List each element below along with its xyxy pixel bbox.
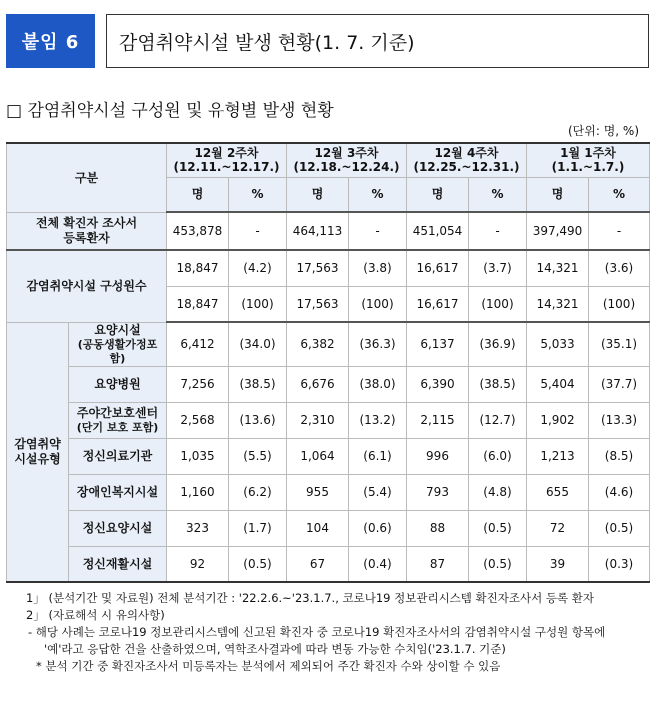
cell: 397,490 [527, 212, 589, 250]
cell: (1.7) [229, 510, 287, 546]
cell: 17,563 [287, 286, 349, 322]
cell: 996 [407, 438, 469, 474]
unit-label: (단위: 명, %) [567, 124, 639, 138]
week-header: 12월 2주차 (12.11.~12.17.) [167, 143, 287, 177]
cell: (36.9) [469, 322, 527, 366]
cell: 2,115 [407, 402, 469, 438]
week-header: 1월 1주차 (1.1.~1.7.) [527, 143, 650, 177]
count-header: 명 [167, 177, 229, 212]
count-header: 명 [407, 177, 469, 212]
cell: 18,847 [167, 286, 229, 322]
cell: (35.1) [589, 322, 650, 366]
document-title: 감염취약시설 발생 현황(1. 7. 기준) [106, 14, 649, 68]
table-row-type [7, 366, 650, 402]
cell: 6,412 [167, 322, 229, 366]
cell: 16,617 [407, 250, 469, 286]
cell: (6.0) [469, 438, 527, 474]
cell: 793 [407, 474, 469, 510]
table-row-members [7, 250, 650, 286]
cell: - [469, 212, 527, 250]
cell: (0.5) [229, 546, 287, 582]
cell: 1,213 [527, 438, 589, 474]
cell: 655 [527, 474, 589, 510]
footnote-detail: * 분석 기간 중 확진자조사서 미등록자는 분석에서 제외되어 주간 확진자 수와 상이할 수 있음 [36, 659, 501, 673]
type-label: 주야간보호센터 (단기 보호 포함) [69, 402, 167, 438]
cell: (0.4) [349, 546, 407, 582]
cell: (0.5) [589, 510, 650, 546]
cell: 1,902 [527, 402, 589, 438]
cell: 72 [527, 510, 589, 546]
cell: 92 [167, 546, 229, 582]
type-label: 요양시설 (공동생활가정포함) [69, 322, 167, 366]
cell: (38.5) [229, 366, 287, 402]
cell: 104 [287, 510, 349, 546]
type-label: 정신재활시설 [69, 546, 167, 582]
cell: - [349, 212, 407, 250]
cell: (100) [589, 286, 650, 322]
footnote-detail: '예'라고 응답한 건을 산출하였으며, 역학조사결과에 따라 변동 가능한 수치임('23.1.7. 기준) [44, 642, 506, 656]
pct-header: % [229, 177, 287, 212]
cell: 5,404 [527, 366, 589, 402]
cell: 7,256 [167, 366, 229, 402]
cell: 955 [287, 474, 349, 510]
cell: 464,113 [287, 212, 349, 250]
pct-header: % [469, 177, 527, 212]
attachment-badge: 붙임 6 [6, 14, 95, 68]
count-header: 명 [287, 177, 349, 212]
cell: (4.6) [589, 474, 650, 510]
cell: 14,321 [527, 286, 589, 322]
footnote-2: 2」 (자료해석 시 유의사항) [26, 608, 165, 622]
cell: (4.8) [469, 474, 527, 510]
cell: 14,321 [527, 250, 589, 286]
table-row-type [7, 402, 650, 438]
cell: 5,033 [527, 322, 589, 366]
type-label: 장애인복지시설 [69, 474, 167, 510]
facility-outbreak-table [6, 142, 650, 583]
table-row-type [7, 474, 650, 510]
row-label: 전체 확진자 조사서 등록환자 [7, 212, 167, 250]
table-row-type [7, 546, 650, 582]
cell: (3.6) [589, 250, 650, 286]
cell: (100) [349, 286, 407, 322]
document-header [6, 14, 649, 68]
pct-header: % [349, 177, 407, 212]
cell: (38.0) [349, 366, 407, 402]
cell: (5.4) [349, 474, 407, 510]
corner-header: 구분 [7, 143, 167, 212]
week-header: 12월 3주차 (12.18.~12.24.) [287, 143, 407, 177]
footnote-1: 1」 (분석기간 및 자료원) 전체 분석기간 : '22.2.6.~'23.1.7., 코로나19 정보관리시스템 확진자조사서 등록 환자 [26, 591, 594, 605]
table-row-total [7, 212, 650, 250]
cell: (0.5) [469, 546, 527, 582]
cell: 18,847 [167, 250, 229, 286]
cell: 323 [167, 510, 229, 546]
cell: 88 [407, 510, 469, 546]
cell: (38.5) [469, 366, 527, 402]
table-row-type [7, 510, 650, 546]
cell: (6.1) [349, 438, 407, 474]
cell: (100) [229, 286, 287, 322]
cell: - [589, 212, 650, 250]
table-header-row [7, 143, 650, 177]
cell: (4.2) [229, 250, 287, 286]
cell: (0.5) [469, 510, 527, 546]
count-header: 명 [527, 177, 589, 212]
cell: (13.3) [589, 402, 650, 438]
cell: (6.2) [229, 474, 287, 510]
table-row-type [7, 322, 650, 366]
type-group-label: 감염취약 시설유형 [7, 322, 69, 582]
cell: (36.3) [349, 322, 407, 366]
row-label: 감염취약시설 구성원수 [7, 250, 167, 322]
cell: 16,617 [407, 286, 469, 322]
cell: (100) [469, 286, 527, 322]
cell: 6,137 [407, 322, 469, 366]
cell: 2,568 [167, 402, 229, 438]
table-row-type [7, 438, 650, 474]
type-label: 요양병원 [69, 366, 167, 402]
cell: (0.6) [349, 510, 407, 546]
footnote-detail: - 해당 사례는 코로나19 정보관리시스템에 신고된 확진자 중 코로나19 확진자조사서의 감염취약시설 구성원 항목에 [28, 625, 606, 639]
cell: 87 [407, 546, 469, 582]
cell: (3.8) [349, 250, 407, 286]
section-title: □ 감염취약시설 구성원 및 유형별 발생 현황 [6, 101, 334, 121]
cell: - [229, 212, 287, 250]
cell: (5.5) [229, 438, 287, 474]
pct-header: % [589, 177, 650, 212]
cell: 67 [287, 546, 349, 582]
cell: 6,382 [287, 322, 349, 366]
cell: 39 [527, 546, 589, 582]
week-header: 12월 4주차 (12.25.~12.31.) [407, 143, 527, 177]
cell: 2,310 [287, 402, 349, 438]
cell: (34.0) [229, 322, 287, 366]
cell: (37.7) [589, 366, 650, 402]
cell: 1,064 [287, 438, 349, 474]
cell: (8.5) [589, 438, 650, 474]
type-label: 정신의료기관 [69, 438, 167, 474]
cell: 6,676 [287, 366, 349, 402]
cell: 451,054 [407, 212, 469, 250]
cell: 1,035 [167, 438, 229, 474]
cell: 1,160 [167, 474, 229, 510]
cell: (0.3) [589, 546, 650, 582]
cell: 453,878 [167, 212, 229, 250]
cell: (12.7) [469, 402, 527, 438]
footnotes [6, 590, 649, 675]
cell: (3.7) [469, 250, 527, 286]
cell: (13.6) [229, 402, 287, 438]
cell: 17,563 [287, 250, 349, 286]
cell: (13.2) [349, 402, 407, 438]
type-label: 정신요양시설 [69, 510, 167, 546]
cell: 6,390 [407, 366, 469, 402]
